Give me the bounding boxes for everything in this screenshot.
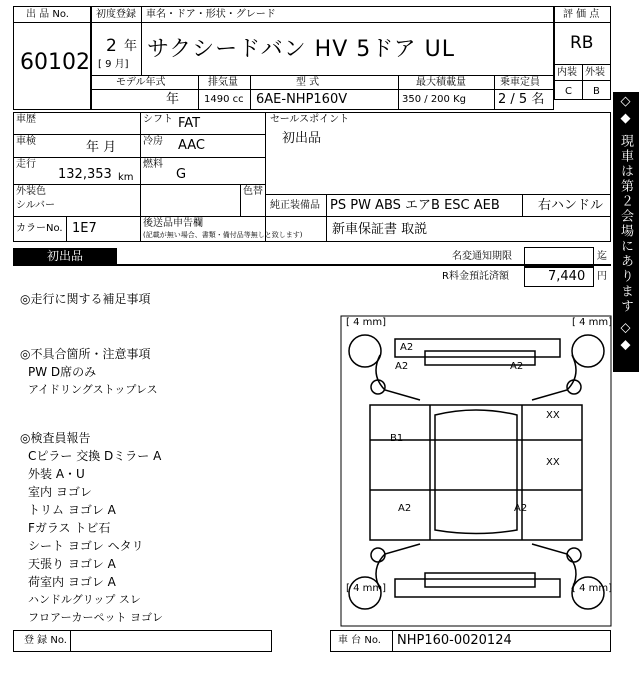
mileage-value: 132,353 bbox=[58, 167, 112, 182]
max-load-label: 最大積載量 bbox=[416, 77, 466, 88]
lot-no-label: 出 品 No. bbox=[26, 9, 69, 20]
fuel-label: 燃料 bbox=[143, 159, 163, 170]
recycle-unit: 円 bbox=[597, 271, 607, 282]
defect-item: アイドリングストップレス bbox=[28, 383, 158, 396]
fuel-value: G bbox=[176, 167, 187, 182]
damage-mark: XX bbox=[546, 410, 560, 421]
capacity-label: 乗車定員 bbox=[500, 77, 540, 88]
inspection-label: 車検 bbox=[16, 136, 36, 147]
interior-grade: C bbox=[565, 86, 572, 97]
defect-item: PW D席のみ bbox=[28, 365, 97, 379]
inspector-item: シート ヨゴレ ヘタリ bbox=[28, 539, 144, 553]
recycle-amount: 7,440 bbox=[548, 269, 586, 284]
max-load: 350 / 200 Kg bbox=[402, 94, 466, 105]
aftermarket-label: 後送品申告欄 bbox=[143, 218, 203, 229]
inspection-date: 年 月 bbox=[86, 140, 117, 155]
car-name-label: 車名・ドア・形状・グレード bbox=[146, 9, 276, 20]
sales-point: 初出品 bbox=[282, 131, 322, 146]
inspector-item: Fガラス トビ石 bbox=[28, 521, 111, 535]
ext-color: シルバー bbox=[16, 200, 56, 211]
grade-label: 評 価 点 bbox=[563, 9, 600, 20]
damage-mark: A2 bbox=[510, 361, 524, 372]
first-reg-year: 2 bbox=[106, 36, 117, 56]
name-change-suffix: 迄 bbox=[597, 251, 607, 262]
recycle-label: R料金預託済額 bbox=[442, 271, 509, 282]
tire-depth: [ 4 mm] bbox=[346, 583, 387, 594]
inspector-item: フロアーカーペット ヨゴレ bbox=[28, 611, 163, 624]
shift-label: シフト bbox=[143, 114, 173, 125]
displacement-label: 排気量 bbox=[208, 77, 238, 88]
ext-color-label: 外装色 bbox=[16, 186, 46, 197]
chassis-label: 車 台 No. bbox=[338, 635, 381, 646]
tire-depth: [ 4 mm] bbox=[572, 583, 613, 594]
mileage-unit: km bbox=[118, 172, 134, 183]
equipment: PS PW ABS エアB ESC AEB bbox=[330, 198, 500, 213]
inspector-item: トリム ヨゴレ A bbox=[28, 503, 116, 517]
exterior-label: 外装 bbox=[585, 67, 605, 78]
steering: 右ハンドル bbox=[538, 198, 604, 213]
ac-label: 冷房 bbox=[143, 136, 163, 147]
color-no: 1E7 bbox=[72, 221, 97, 236]
damage-mark: A2 bbox=[395, 361, 409, 372]
location-note: ◇◆ 現車は第２会場にあります ◇◆ bbox=[618, 94, 633, 355]
mileage-label: 走行 bbox=[16, 159, 36, 170]
capacity: 2 / 5 名 bbox=[498, 92, 545, 107]
model-year-label: モデル年式 bbox=[116, 77, 166, 88]
interior-label: 内装 bbox=[557, 67, 577, 78]
overall-grade: RB bbox=[570, 33, 594, 53]
tire-depth: [ 4 mm] bbox=[572, 317, 613, 328]
equipment-label: 純正装備品 bbox=[270, 200, 320, 211]
damage-mark: XX bbox=[546, 457, 560, 468]
inspector-item: 外装 A・U bbox=[28, 467, 85, 481]
defects-title: ◎不具合箇所・注意事項 bbox=[20, 347, 151, 361]
ac-value: AAC bbox=[178, 138, 205, 153]
displacement: 1490 cc bbox=[204, 94, 244, 105]
history-label: 車歴 bbox=[16, 114, 36, 125]
color-no-label: カラーNo. bbox=[16, 223, 63, 234]
name-change-box bbox=[524, 247, 594, 267]
lot-no: 60102 bbox=[20, 50, 90, 75]
damage-mark: B1 bbox=[390, 433, 404, 444]
reg-no-label: 登 録 No. bbox=[24, 635, 67, 646]
model-year-unit: 年 bbox=[166, 92, 180, 107]
inspector-item: 天張り ヨゴレ A bbox=[28, 557, 116, 571]
name-change-label: 名変通知期限 bbox=[452, 251, 512, 262]
driving-title: ◎走行に関する補足事項 bbox=[20, 292, 151, 306]
inspector-item: ハンドルグリップ スレ bbox=[28, 593, 141, 606]
damage-mark: A2 bbox=[400, 342, 414, 353]
model-label: 型 式 bbox=[296, 77, 320, 88]
inspector-item: 室内 ヨゴレ bbox=[28, 485, 92, 499]
first-listing-tag: 初出品 bbox=[13, 248, 117, 264]
shift-value: FAT bbox=[178, 116, 201, 131]
first-reg-label: 初度登録 bbox=[96, 9, 136, 20]
chassis-no: NHP160-0020124 bbox=[397, 633, 512, 648]
inspector-item: 荷室内 ヨゴレ A bbox=[28, 575, 116, 589]
first-reg-month: [ 9 月] bbox=[98, 59, 129, 70]
sales-point-label: セールスポイント bbox=[270, 114, 350, 125]
inspector-title: ◎検査員報告 bbox=[20, 431, 91, 445]
car-damage-diagram bbox=[340, 315, 612, 627]
model-code: 6AE-NHP160V bbox=[256, 92, 348, 107]
aftermarket-note: (記載が無い場合、書類・備付品等無しと致します) bbox=[143, 231, 303, 239]
car-name: サクシードバン HV 5ドア UL bbox=[147, 37, 455, 62]
recolor-label: 色替 bbox=[243, 186, 263, 197]
year-unit: 年 bbox=[124, 39, 138, 54]
exterior-grade: B bbox=[593, 86, 600, 97]
damage-mark: A2 bbox=[398, 503, 412, 514]
warranty: 新車保証書 取説 bbox=[332, 222, 428, 237]
inspector-item: Cピラー 交換 Dミラー A bbox=[28, 449, 162, 463]
tire-depth: [ 4 mm] bbox=[346, 317, 387, 328]
damage-mark: A2 bbox=[514, 503, 528, 514]
